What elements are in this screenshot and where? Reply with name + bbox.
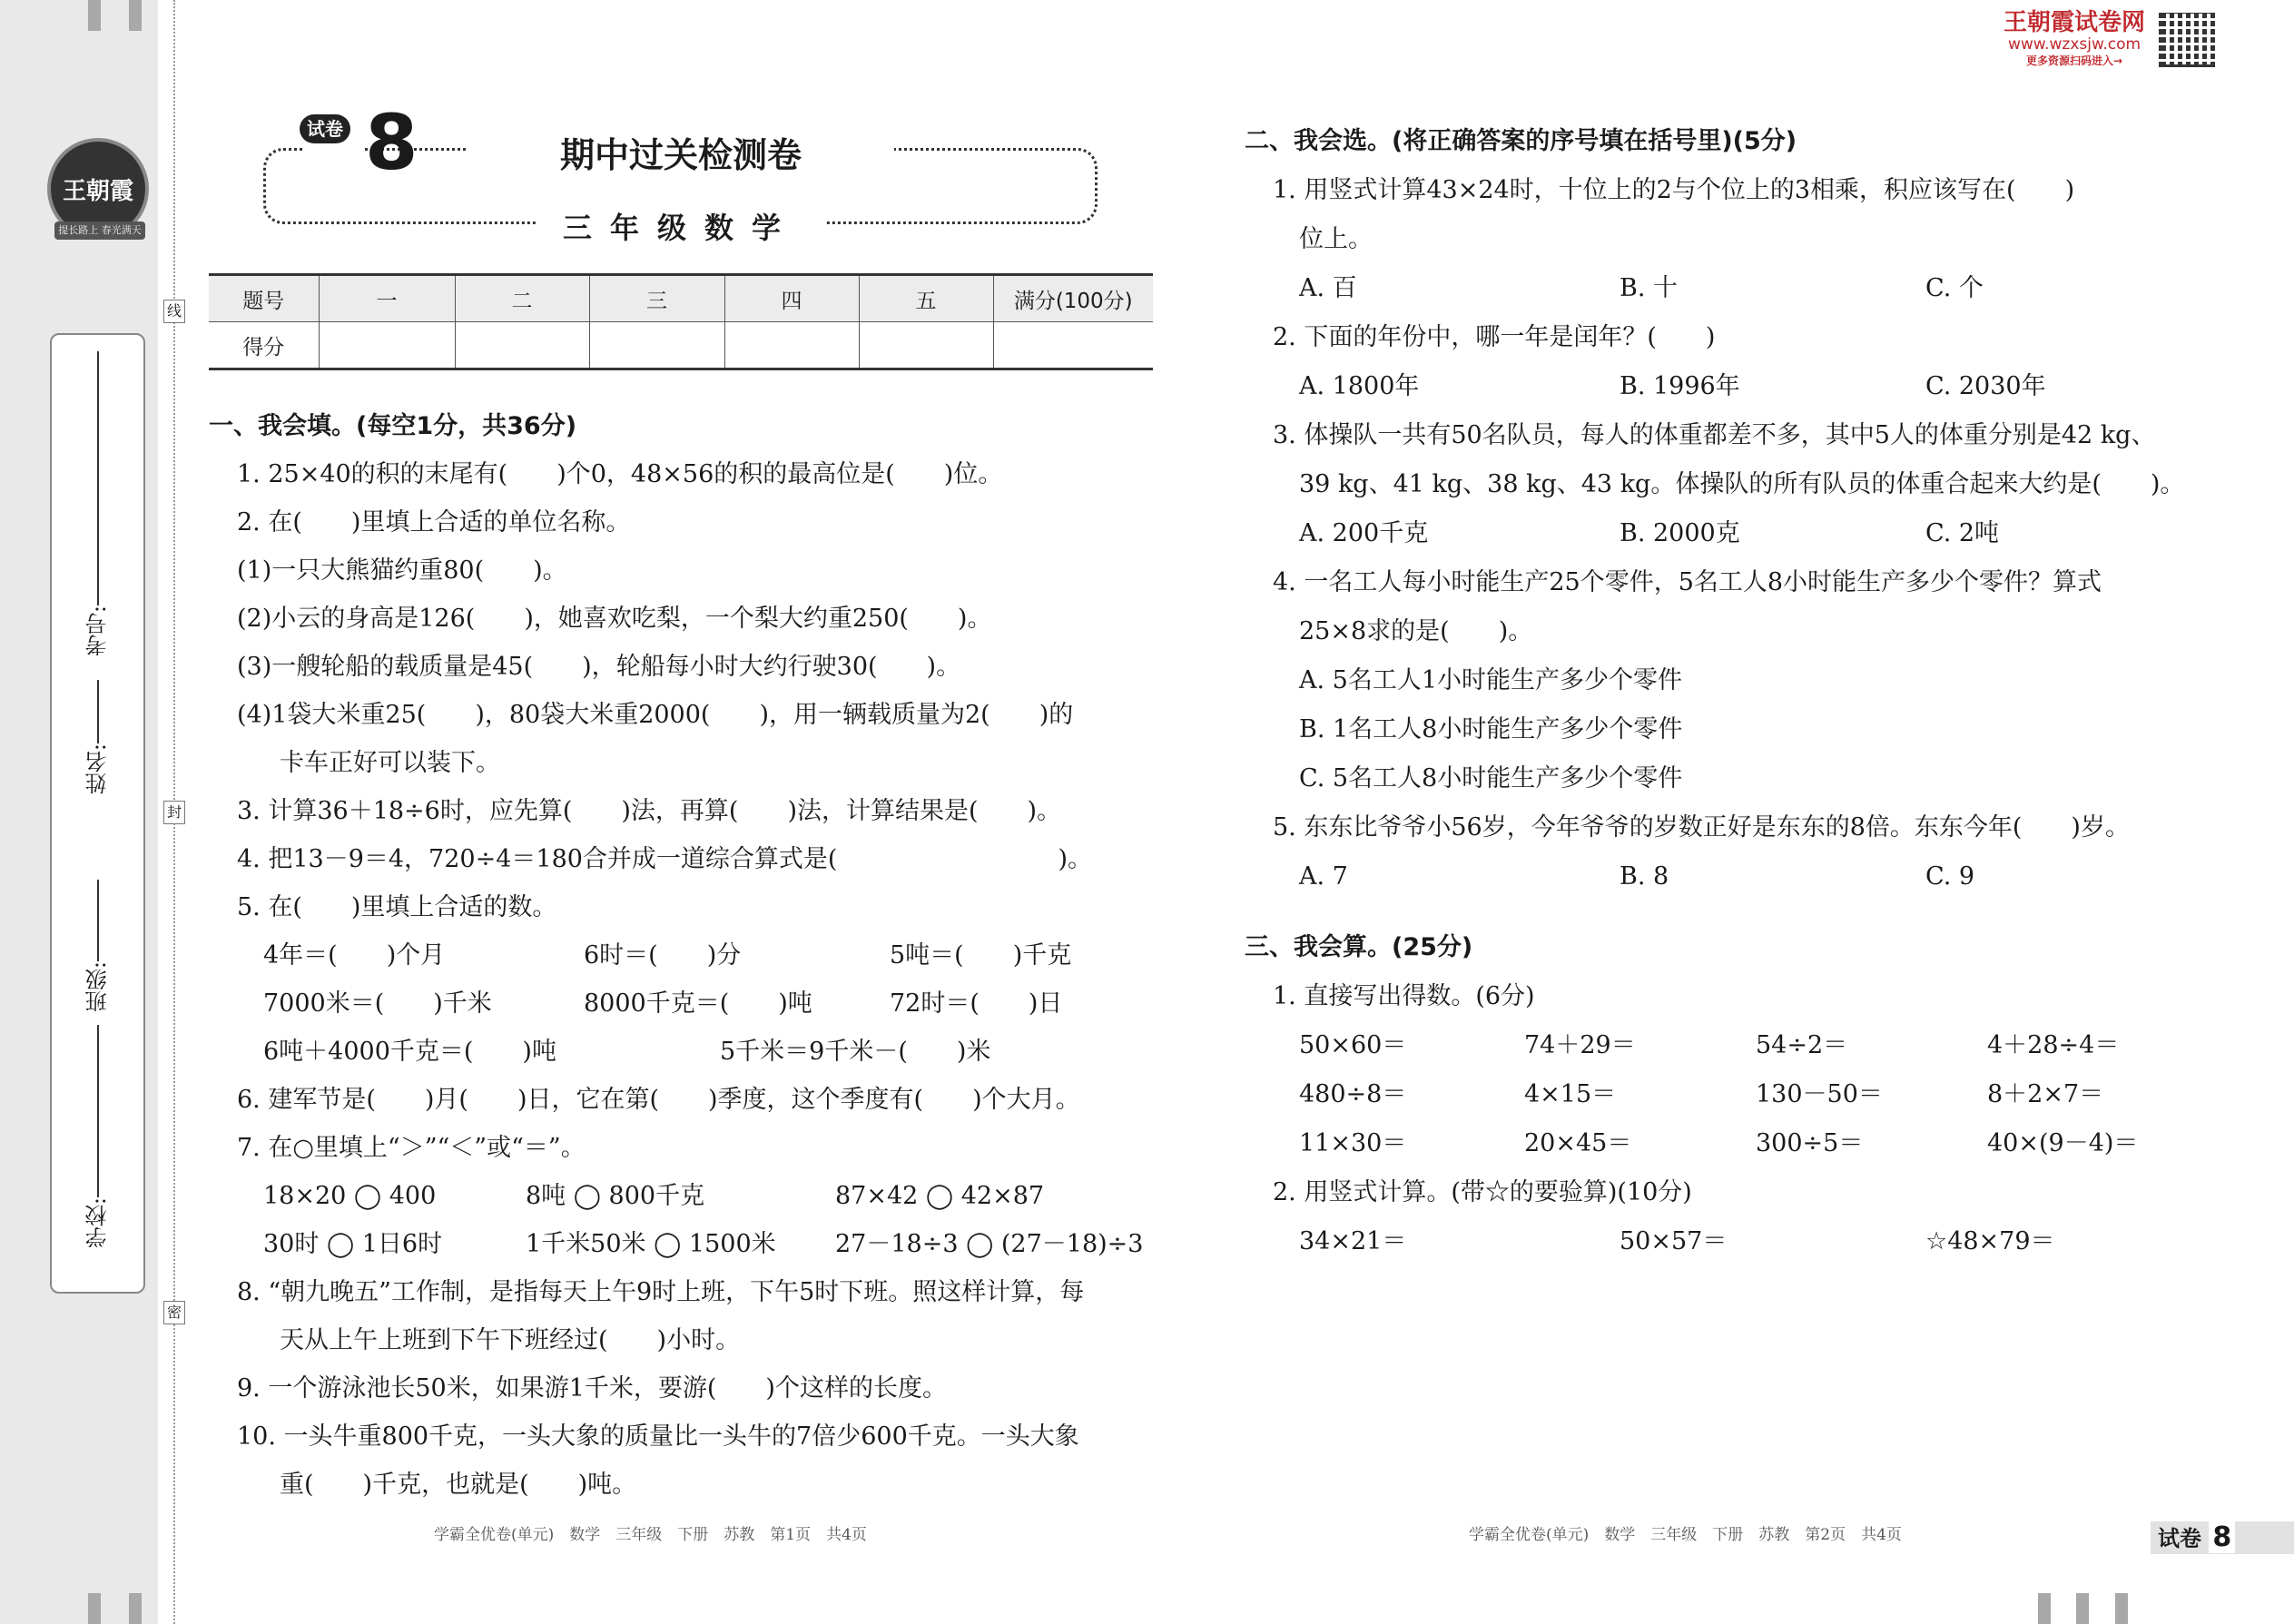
option[interactable]: B. 2000克 xyxy=(1620,519,1740,547)
calc-item: 50×57＝ xyxy=(1620,1227,1728,1255)
class-label: 班级: xyxy=(85,961,111,1013)
question: (3)一艘轮船的载质量是45( )，轮船每小时大约行驶30( )。 xyxy=(237,653,961,681)
sub-item: 6时＝( )分 xyxy=(584,941,742,969)
question: 4. 一名工人每小时能生产25个零件，5名工人8小时能生产多少个零件？算式 xyxy=(1273,568,2102,596)
calc-item: 50×60＝ xyxy=(1299,1031,1407,1059)
brand-url[interactable]: www.wzxsjw.com xyxy=(2007,35,2141,54)
calc-item: ☆48×79＝ xyxy=(1925,1227,2055,1255)
options-row xyxy=(1245,264,2207,313)
fill-line xyxy=(97,680,99,743)
question: 天从上午上班到下午下班经过( )小时。 xyxy=(280,1326,741,1354)
logo-ribbon: 提长路上 春光满天 xyxy=(54,221,145,240)
section-2 xyxy=(1245,117,2207,901)
option[interactable]: B. 1名工人8小时能生产多少个零件 xyxy=(1299,715,1683,743)
question: 8. “朝九晚五”工作制，是指每天上午9时上班，下午5时下班。照这样计算，每 xyxy=(237,1278,1085,1306)
calc-item: 40×(9－4)＝ xyxy=(1987,1129,2139,1157)
option[interactable]: B. 1996年 xyxy=(1620,372,1740,400)
option[interactable]: A. 7 xyxy=(1299,862,1348,891)
option[interactable]: C. 2吨 xyxy=(1925,519,2000,547)
options-row xyxy=(1245,362,2207,411)
question: 5. 东东比爷爷小56岁，今年爷爷的岁数正好是东东的8倍。东东今年( )岁。 xyxy=(1273,813,2130,842)
question: 10. 一头牛重800千克，一头大象的质量比一头牛的7倍少600千克。一头大象 xyxy=(237,1422,1079,1451)
question: 卡车正好可以装下。 xyxy=(280,749,500,777)
crop-mark xyxy=(2076,1593,2089,1624)
sub-item: 27－18÷3 ◯ (27－18)÷3 xyxy=(835,1230,1144,1258)
sub-item: 30时 ◯ 1日6时 xyxy=(263,1230,443,1258)
page-subtitle: 三年级数学 xyxy=(562,211,799,245)
crop-mark xyxy=(88,1593,101,1624)
sub-item: 87×42 ◯ 42×87 xyxy=(835,1182,1045,1210)
calc-item: 4＋28÷4＝ xyxy=(1987,1031,2120,1059)
crop-mark xyxy=(2038,1593,2051,1624)
option[interactable]: A. 5名工人1小时能生产多少个零件 xyxy=(1299,666,1683,694)
fill-line xyxy=(97,1025,99,1197)
question: 3. 体操队一共有50名队员，每人的体重都差不多，其中5人的体重分别是42 kg、 xyxy=(1273,421,2156,449)
page-title: 期中过关检测卷 xyxy=(559,135,802,175)
question: 3. 计算36＋18÷6时，应先算( )法，再算( )法，计算结果是( )。 xyxy=(237,797,1062,825)
qr-code-icon[interactable] xyxy=(2159,11,2215,67)
name-label: 姓名: xyxy=(85,743,111,795)
paper-number: 8 xyxy=(365,98,418,187)
calc-item: 20×45＝ xyxy=(1524,1129,1632,1157)
calc-item: 74＋29＝ xyxy=(1524,1031,1636,1059)
footer-left: 学霸全优卷(单元) 数学 三年级 下册 苏教 第1页 共4页 xyxy=(434,1526,867,1544)
crop-mark xyxy=(2115,1593,2128,1624)
school-label: 学校: xyxy=(85,1197,111,1249)
sub-item: 4年＝( )个月 xyxy=(263,941,446,969)
sub-item: 72时＝( )日 xyxy=(890,989,1063,1018)
calc-item: 300÷5＝ xyxy=(1756,1129,1864,1157)
question-row xyxy=(209,1172,1162,1220)
logo-text: 王朝霞 xyxy=(62,177,133,205)
question: 5. 在( )里填上合适的数。 xyxy=(237,893,557,921)
calc-item: 11×30＝ xyxy=(1299,1129,1407,1157)
table-cell: 得分 xyxy=(209,322,319,369)
score-input[interactable] xyxy=(993,322,1153,369)
calc-row xyxy=(1245,1070,2207,1119)
question: 1. 直接写出得数。(6分) xyxy=(1273,982,1535,1010)
table-cell: 四 xyxy=(724,275,859,322)
score-input[interactable] xyxy=(724,322,859,369)
frame-gap xyxy=(304,143,363,153)
question-row xyxy=(209,979,1162,1028)
student-info-box xyxy=(50,333,145,1294)
option[interactable]: A. 1800年 xyxy=(1299,372,1420,400)
sub-item: 5吨＝( )千克 xyxy=(890,941,1072,969)
question: 25×8求的是( )。 xyxy=(1299,617,1533,645)
footer-right: 学霸全优卷(单元) 数学 三年级 下册 苏教 第2页 共4页 xyxy=(1469,1526,1902,1544)
options-row xyxy=(1245,509,2207,558)
sub-item: 7000米＝( )千米 xyxy=(263,989,492,1018)
brand-tip: 更多资源扫码进入→ xyxy=(2025,54,2123,67)
seal-mark-secret: 密 xyxy=(163,1301,185,1324)
section-title: 一、我会填。(每空1分，共36分) xyxy=(209,412,577,440)
sub-item: 1千米50米 ◯ 1500米 xyxy=(526,1230,776,1258)
score-input[interactable] xyxy=(319,322,455,369)
calc-item: 54÷2＝ xyxy=(1756,1031,1848,1059)
option[interactable]: A. 200千克 xyxy=(1299,519,1429,547)
badge-label: 试卷 xyxy=(2158,1526,2201,1551)
score-input[interactable] xyxy=(859,322,993,369)
calc-row xyxy=(1245,1021,2207,1070)
option[interactable]: A. 百 xyxy=(1299,274,1357,302)
option[interactable]: C. 个 xyxy=(1925,274,1984,302)
question: 重( )千克，也就是( )吨。 xyxy=(280,1471,637,1499)
table-cell: 五 xyxy=(859,275,993,322)
question: (4)1袋大米重25( )，80袋大米重2000( )，用一辆载质量为2( )的 xyxy=(237,701,1074,729)
brand-name: 王朝霞试卷网 xyxy=(2003,9,2145,36)
section-3 xyxy=(1245,923,2207,1266)
badge-number: 8 xyxy=(2209,1521,2235,1553)
calc-item: 8＋2×7＝ xyxy=(1987,1080,2104,1108)
fill-line xyxy=(97,880,99,961)
question-row xyxy=(209,1028,1162,1076)
sub-item: 8000千克＝( )吨 xyxy=(584,989,812,1018)
question-row xyxy=(209,931,1162,979)
question: 7. 在○里填上“＞”“＜”或“＝”。 xyxy=(237,1134,586,1162)
exam-number-label: 考号: xyxy=(85,605,111,657)
class-field[interactable] xyxy=(52,880,143,1012)
score-table xyxy=(209,273,1153,370)
table-cell: 题号 xyxy=(209,275,319,322)
crop-mark xyxy=(129,0,142,31)
option[interactable]: C. 9 xyxy=(1925,862,1975,891)
options-row xyxy=(1245,852,2207,901)
fill-line xyxy=(97,351,99,605)
sub-item: 6吨＋4000千克＝( )吨 xyxy=(263,1038,556,1066)
question-row xyxy=(209,1220,1162,1268)
question: 位上。 xyxy=(1299,225,1373,253)
paper-badge: 试卷 xyxy=(300,114,350,143)
calc-row xyxy=(1245,1217,2207,1266)
question: 2. 在( )里填上合适的单位名称。 xyxy=(237,508,631,536)
table-cell: 三 xyxy=(589,275,724,322)
paper-end-badge xyxy=(2151,1521,2294,1554)
seal-mark-seal: 封 xyxy=(163,801,185,824)
brand-block xyxy=(1997,9,2151,68)
table-score-row xyxy=(209,322,1153,369)
option[interactable]: C. 5名工人8小时能生产多少个零件 xyxy=(1299,764,1683,792)
question: 1. 25×40的积的末尾有( )个0，48×56的积的最高位是( )位。 xyxy=(237,460,1003,488)
section-1 xyxy=(209,402,1162,1509)
question: 2. 下面的年份中，哪一年是闰年？( ) xyxy=(1273,323,1716,351)
sub-item: 18×20 ◯ 400 xyxy=(263,1182,437,1210)
option[interactable]: C. 2030年 xyxy=(1925,372,2046,400)
question: 39 kg、41 kg、38 kg、43 kg。体操队的所有队员的体重合起来大约是( )。 xyxy=(1299,470,2185,498)
option[interactable]: B. 十 xyxy=(1620,274,1679,302)
question: 4. 把13－9＝4，720÷4＝180合并成一道综合算式是( )。 xyxy=(237,845,1092,873)
section-title: 三、我会算。(25分) xyxy=(1245,933,1473,961)
score-input[interactable] xyxy=(455,322,589,369)
question: 2. 用竖式计算。(带☆的要验算)(10分) xyxy=(1273,1178,1692,1206)
option[interactable]: B. 8 xyxy=(1620,862,1669,891)
question: (1)一只大熊猫约重80( )。 xyxy=(237,556,567,585)
score-input[interactable] xyxy=(589,322,724,369)
table-cell: 满分(100分) xyxy=(993,275,1153,322)
crop-mark xyxy=(88,0,101,31)
sub-item: 5千米＝9千米－( )米 xyxy=(720,1038,991,1066)
sub-item: 8吨 ◯ 800千克 xyxy=(526,1182,705,1210)
calc-item: 480÷8＝ xyxy=(1299,1080,1407,1108)
table-cell: 二 xyxy=(455,275,589,322)
calc-item: 4×15＝ xyxy=(1524,1080,1617,1108)
table-cell: 一 xyxy=(319,275,455,322)
school-field[interactable] xyxy=(52,1025,143,1248)
table-header-row xyxy=(209,275,1153,322)
seal-mark-line: 线 xyxy=(163,300,185,323)
exam-number-field[interactable] xyxy=(52,351,143,656)
crop-mark xyxy=(129,1593,142,1624)
calc-item: 130－50＝ xyxy=(1756,1080,1883,1108)
calc-row xyxy=(1245,1119,2207,1168)
question: 6. 建军节是( )月( )日，它在第( )季度，这个季度有( )个大月。 xyxy=(237,1086,1080,1114)
calc-item: 34×21＝ xyxy=(1299,1227,1407,1255)
question: 1. 用竖式计算43×24时，十位上的2与个位上的3相乘，积应该写在( ) xyxy=(1273,176,2075,204)
question: 9. 一个游泳池长50米，如果游1千米，要游( )个这样的长度。 xyxy=(237,1374,947,1403)
section-title: 二、我会选。(将正确答案的序号填在括号里)(5分) xyxy=(1245,127,1797,155)
name-field[interactable] xyxy=(52,680,143,794)
question: (2)小云的身高是126( )，她喜欢吃梨，一个梨大约重250( )。 xyxy=(237,605,992,633)
